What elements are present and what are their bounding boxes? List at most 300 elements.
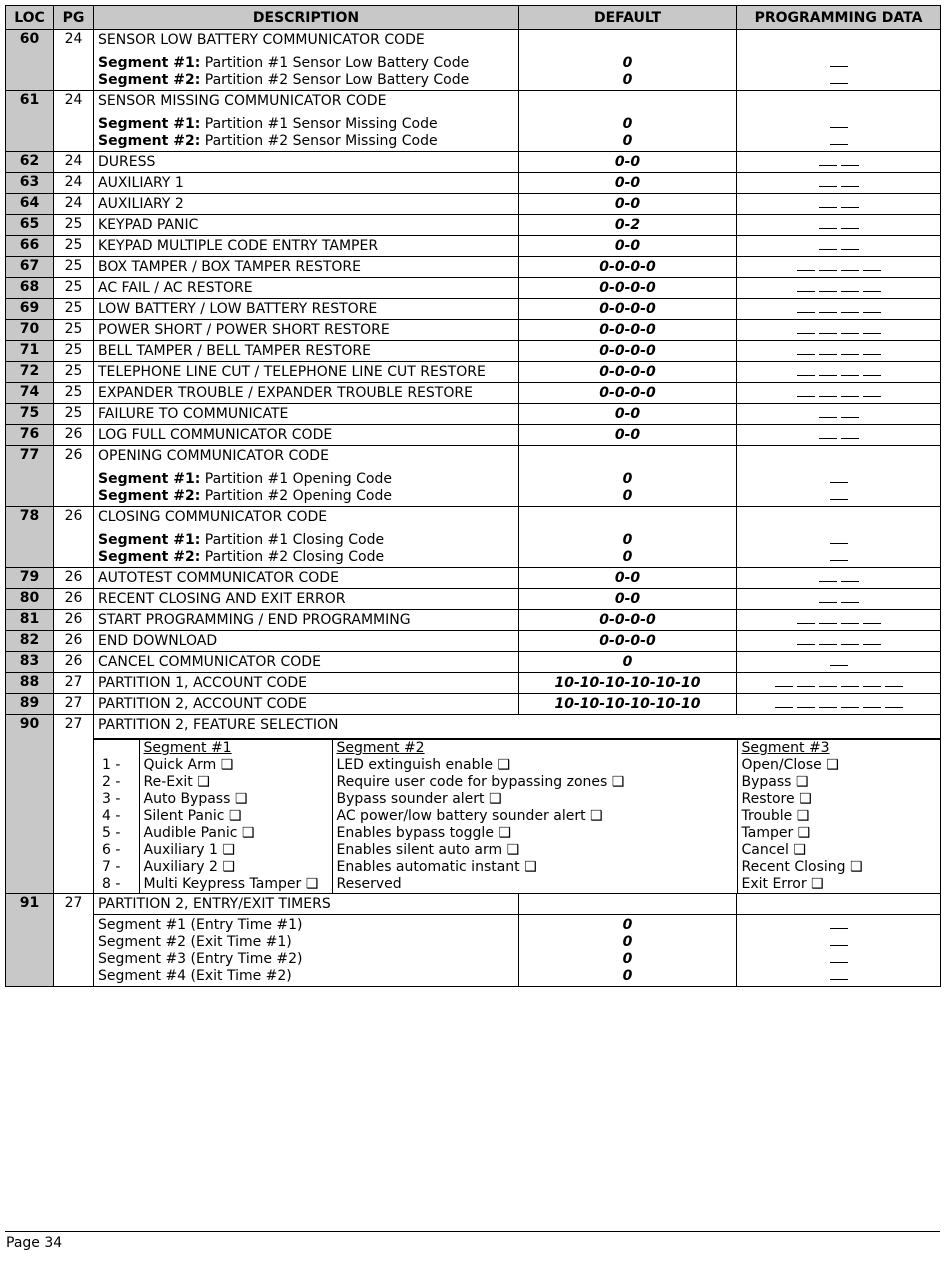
programming-blanks[interactable] xyxy=(737,951,940,968)
table-row xyxy=(6,652,941,673)
row-description xyxy=(94,631,519,652)
data-entry-blank[interactable] xyxy=(819,385,837,397)
data-entry-blank[interactable] xyxy=(863,675,881,687)
row-title: BELL TAMPER / BELL TAMPER RESTORE xyxy=(98,343,371,359)
programming-blanks[interactable] xyxy=(737,427,940,444)
row-pg: 27 xyxy=(54,694,94,715)
data-entry-blank[interactable] xyxy=(819,343,837,355)
segment-line xyxy=(98,116,514,133)
data-entry-blank[interactable] xyxy=(863,633,881,645)
data-entry-blank[interactable] xyxy=(841,427,859,439)
row-title: KEYPAD MULTIPLE CODE ENTRY TAMPER xyxy=(98,238,379,254)
data-entry-blank[interactable] xyxy=(841,633,859,645)
row-pg: 24 xyxy=(54,30,94,91)
row-programming xyxy=(737,236,941,257)
row-description xyxy=(94,215,519,236)
programming-blanks[interactable] xyxy=(737,280,940,297)
row-programming xyxy=(737,425,941,446)
row-programming xyxy=(737,362,941,383)
row-description xyxy=(94,694,519,715)
row-pg: 25 xyxy=(54,362,94,383)
segment-label: Segment #1: xyxy=(98,55,201,71)
data-entry-blank[interactable] xyxy=(863,612,881,624)
data-entry-blank[interactable] xyxy=(819,259,837,271)
row-pg: 24 xyxy=(54,173,94,194)
header-description: DESCRIPTION xyxy=(94,6,519,30)
feature-option-checkbox[interactable]: Quick Arm ❑ xyxy=(143,757,234,773)
row-default xyxy=(519,30,737,91)
row-loc: 60 xyxy=(6,30,54,91)
data-entry-blank[interactable] xyxy=(841,217,859,229)
data-entry-blank[interactable] xyxy=(819,217,837,229)
feature-option-checkbox[interactable]: Multi Keypress Tamper ❑ xyxy=(143,876,319,892)
row-programming xyxy=(737,215,941,236)
table-row xyxy=(6,215,941,236)
programming-blanks[interactable] xyxy=(737,917,940,934)
row-description xyxy=(94,673,519,694)
data-entry-blank[interactable] xyxy=(819,406,837,418)
data-entry-blank[interactable] xyxy=(830,917,848,929)
default-value: 0-0 xyxy=(614,175,641,191)
data-entry-blank[interactable] xyxy=(819,238,837,250)
feature-option-checkbox[interactable]: Enables automatic instant ❑ xyxy=(336,859,537,875)
default-value: 0-0-0-0 xyxy=(599,343,656,359)
header-default: DEFAULT xyxy=(519,6,737,30)
programming-blanks[interactable] xyxy=(737,133,940,150)
data-entry-blank[interactable] xyxy=(819,154,837,166)
programming-blanks[interactable] xyxy=(737,471,940,488)
row-loc: 69 xyxy=(6,299,54,320)
feature-option-checkbox[interactable]: Auto Bypass ❑ xyxy=(143,791,248,807)
timer-segment: Segment #2 (Exit Time #1) xyxy=(98,934,292,950)
table-row xyxy=(6,91,941,152)
table-row xyxy=(6,589,941,610)
data-entry-blank[interactable] xyxy=(841,343,859,355)
table-row xyxy=(6,299,941,320)
data-entry-blank[interactable] xyxy=(841,385,859,397)
row-title: AUTOTEST COMMUNICATOR CODE xyxy=(98,570,339,586)
data-entry-blank[interactable] xyxy=(841,612,859,624)
feature-option-checkbox[interactable]: Enables bypass toggle ❑ xyxy=(336,825,511,841)
programming-blanks[interactable] xyxy=(737,364,940,381)
row-title: FAILURE TO COMMUNICATE xyxy=(98,406,289,422)
row-description xyxy=(94,91,519,152)
default-value: 10-10-10-10-10-10 xyxy=(554,696,701,712)
programming-blanks[interactable] xyxy=(737,196,940,213)
row-description xyxy=(94,568,519,589)
data-entry-blank[interactable] xyxy=(797,612,815,624)
row-default xyxy=(519,91,737,152)
row-default xyxy=(519,383,737,404)
feature-segment-2 xyxy=(332,740,737,894)
programming-blanks[interactable] xyxy=(737,116,940,133)
row-default xyxy=(519,694,737,715)
data-entry-blank[interactable] xyxy=(819,427,837,439)
feature-option-checkbox[interactable]: Tamper ❑ xyxy=(741,825,811,841)
data-entry-blank[interactable] xyxy=(819,612,837,624)
footer-rule xyxy=(5,1231,940,1232)
programming-blanks[interactable] xyxy=(737,549,940,566)
feature-option-checkbox[interactable]: Bypass sounder alert ❑ xyxy=(336,791,502,807)
table-row xyxy=(6,383,941,404)
row-programming xyxy=(737,173,941,194)
segment-default: 0 xyxy=(622,55,633,71)
programming-blanks[interactable] xyxy=(737,532,940,549)
row-programming xyxy=(737,383,941,404)
row-loc: 83 xyxy=(6,652,54,673)
feature-number: 4 - xyxy=(102,808,121,824)
programming-blanks[interactable] xyxy=(737,175,940,192)
feature-option-checkbox[interactable]: Bypass ❑ xyxy=(741,774,809,790)
timers-title: PARTITION 2, ENTRY/EXIT TIMERS xyxy=(98,896,331,912)
row-programming xyxy=(737,568,941,589)
programming-blanks[interactable] xyxy=(737,488,940,505)
row-description xyxy=(94,589,519,610)
data-entry-blank[interactable] xyxy=(863,259,881,271)
segment-label: Segment #2: xyxy=(98,488,201,504)
header-programming-data: PROGRAMMING DATA xyxy=(737,6,941,30)
row-loc: 75 xyxy=(6,404,54,425)
feature-option-checkbox[interactable]: Reserved xyxy=(336,876,402,892)
row-loc: 64 xyxy=(6,194,54,215)
data-entry-blank[interactable] xyxy=(797,301,815,313)
data-entry-blank[interactable] xyxy=(830,488,848,500)
row-pg: 24 xyxy=(54,91,94,152)
segment-2-heading: Segment #2 xyxy=(336,740,425,756)
data-entry-blank[interactable] xyxy=(830,72,848,84)
row-programming xyxy=(737,652,941,673)
feature-number: 8 - xyxy=(102,876,121,892)
row-programming xyxy=(737,91,941,152)
programming-blanks[interactable] xyxy=(737,385,940,402)
row-loc: 79 xyxy=(6,568,54,589)
row-default xyxy=(519,299,737,320)
feature-numbers xyxy=(94,740,139,894)
segment-label: Segment #2: xyxy=(98,549,201,565)
default-value: 0-2 xyxy=(614,217,641,233)
row-title: KEYPAD PANIC xyxy=(98,217,199,233)
row-title: LOW BATTERY / LOW BATTERY RESTORE xyxy=(98,301,378,317)
data-entry-blank[interactable] xyxy=(863,364,881,376)
row-default xyxy=(519,507,737,568)
default-value: 0-0-0-0 xyxy=(599,322,656,338)
row-default xyxy=(519,194,737,215)
feature-option-checkbox[interactable]: Enables silent auto arm ❑ xyxy=(336,842,520,858)
row-pg: 26 xyxy=(54,425,94,446)
row-description xyxy=(94,257,519,278)
data-entry-blank[interactable] xyxy=(885,696,903,708)
programming-sheet xyxy=(5,5,940,987)
row-pg: 26 xyxy=(54,610,94,631)
table-row xyxy=(6,425,941,446)
data-entry-blank[interactable] xyxy=(830,471,848,483)
data-entry-blank[interactable] xyxy=(819,591,837,603)
data-entry-blank[interactable] xyxy=(830,934,848,946)
row-default xyxy=(519,631,737,652)
data-entry-blank[interactable] xyxy=(830,968,848,980)
data-entry-blank[interactable] xyxy=(830,532,848,544)
row-programming xyxy=(737,610,941,631)
table-row xyxy=(6,30,941,91)
feature-option-checkbox[interactable]: Require user code for bypassing zones ❑ xyxy=(336,774,625,790)
data-entry-blank[interactable] xyxy=(819,675,837,687)
table-row xyxy=(6,568,941,589)
row-pg: 26 xyxy=(54,446,94,507)
row-title: EXPANDER TROUBLE / EXPANDER TROUBLE RESTORE xyxy=(98,385,473,401)
data-entry-blank[interactable] xyxy=(863,696,881,708)
segment-text: Partition #1 Opening Code xyxy=(204,471,392,487)
row-title: OPENING COMMUNICATOR CODE xyxy=(98,448,329,464)
data-entry-blank[interactable] xyxy=(819,322,837,334)
data-entry-blank[interactable] xyxy=(830,951,848,963)
feature-option-checkbox[interactable]: LED extinguish enable ❑ xyxy=(336,757,511,773)
table-row xyxy=(6,610,941,631)
row-programming xyxy=(737,507,941,568)
data-entry-blank[interactable] xyxy=(775,696,793,708)
data-entry-blank[interactable] xyxy=(819,364,837,376)
feature-option-checkbox[interactable]: Exit Error ❑ xyxy=(741,876,824,892)
feature-option-checkbox[interactable]: Re-Exit ❑ xyxy=(143,774,210,790)
row-loc: 72 xyxy=(6,362,54,383)
data-entry-blank[interactable] xyxy=(841,322,859,334)
default-value: 0-0-0-0 xyxy=(599,364,656,380)
data-entry-blank[interactable] xyxy=(841,570,859,582)
segment-text: Partition #2 Sensor Low Battery Code xyxy=(204,72,470,88)
feature-row xyxy=(6,715,941,894)
feature-number: 2 - xyxy=(102,774,121,790)
row-description xyxy=(94,507,519,568)
row-programming xyxy=(737,320,941,341)
table-row xyxy=(6,446,941,507)
programming-blanks[interactable] xyxy=(737,301,940,318)
data-entry-blank[interactable] xyxy=(775,675,793,687)
timers-programming xyxy=(737,915,941,987)
row-title: CANCEL COMMUNICATOR CODE xyxy=(98,654,321,670)
programming-blanks[interactable] xyxy=(737,406,940,423)
table-row xyxy=(6,194,941,215)
header-pg: PG xyxy=(54,6,94,30)
data-entry-blank[interactable] xyxy=(797,280,815,292)
programming-blanks[interactable] xyxy=(737,612,940,629)
data-entry-blank[interactable] xyxy=(797,675,815,687)
programming-blanks[interactable] xyxy=(737,633,940,650)
data-entry-blank[interactable] xyxy=(863,322,881,334)
data-entry-blank[interactable] xyxy=(841,154,859,166)
data-entry-blank[interactable] xyxy=(841,364,859,376)
feature-pg: 27 xyxy=(54,715,94,894)
programming-blanks[interactable] xyxy=(737,72,940,89)
data-entry-blank[interactable] xyxy=(863,385,881,397)
data-entry-blank[interactable] xyxy=(841,259,859,271)
data-entry-blank[interactable] xyxy=(841,280,859,292)
row-title: SENSOR LOW BATTERY COMMUNICATOR CODE xyxy=(98,32,425,48)
segment-label: Segment #2: xyxy=(98,72,201,88)
row-loc: 78 xyxy=(6,507,54,568)
row-description xyxy=(94,341,519,362)
row-default xyxy=(519,568,737,589)
data-entry-blank[interactable] xyxy=(819,280,837,292)
feature-option-checkbox[interactable]: Silent Panic ❑ xyxy=(143,808,242,824)
data-entry-blank[interactable] xyxy=(797,322,815,334)
row-default xyxy=(519,236,737,257)
row-pg: 25 xyxy=(54,215,94,236)
data-entry-blank[interactable] xyxy=(841,238,859,250)
data-entry-blank[interactable] xyxy=(863,280,881,292)
row-loc: 77 xyxy=(6,446,54,507)
data-entry-blank[interactable] xyxy=(841,175,859,187)
feature-option-checkbox[interactable]: Restore ❑ xyxy=(741,791,812,807)
row-title: AUXILIARY 1 xyxy=(98,175,184,191)
programming-blanks[interactable] xyxy=(737,154,940,171)
data-entry-blank[interactable] xyxy=(841,406,859,418)
segment-line xyxy=(98,55,514,72)
data-entry-blank[interactable] xyxy=(819,570,837,582)
data-entry-blank[interactable] xyxy=(797,696,815,708)
row-title: PARTITION 2, ACCOUNT CODE xyxy=(98,696,307,712)
feature-option-checkbox[interactable]: Cancel ❑ xyxy=(741,842,806,858)
data-entry-blank[interactable] xyxy=(797,633,815,645)
programming-blanks[interactable] xyxy=(737,696,940,713)
programming-blanks[interactable] xyxy=(737,343,940,360)
data-entry-blank[interactable] xyxy=(797,343,815,355)
row-title: PARTITION 1, ACCOUNT CODE xyxy=(98,675,307,691)
feature-option-checkbox[interactable]: Open/Close ❑ xyxy=(741,757,839,773)
row-pg: 25 xyxy=(54,320,94,341)
row-programming xyxy=(737,404,941,425)
data-entry-blank[interactable] xyxy=(830,116,848,128)
row-pg: 25 xyxy=(54,383,94,404)
feature-option-checkbox[interactable]: Audible Panic ❑ xyxy=(143,825,255,841)
row-loc: 82 xyxy=(6,631,54,652)
programming-blanks[interactable] xyxy=(737,259,940,276)
segment-text: Partition #2 Sensor Missing Code xyxy=(204,133,438,149)
timers-loc: 91 xyxy=(6,894,54,987)
header-loc: LOC xyxy=(6,6,54,30)
data-entry-blank[interactable] xyxy=(819,196,837,208)
programming-blanks[interactable] xyxy=(737,654,940,671)
feature-segment-3 xyxy=(737,740,940,894)
row-description xyxy=(94,30,519,91)
data-entry-blank[interactable] xyxy=(797,385,815,397)
table-row xyxy=(6,152,941,173)
data-entry-blank[interactable] xyxy=(863,301,881,313)
programming-blanks[interactable] xyxy=(737,238,940,255)
row-programming xyxy=(737,194,941,215)
feature-option-checkbox[interactable]: Recent Closing ❑ xyxy=(741,859,863,875)
data-entry-blank[interactable] xyxy=(885,675,903,687)
data-entry-blank[interactable] xyxy=(819,696,837,708)
row-loc: 66 xyxy=(6,236,54,257)
feature-option-checkbox[interactable]: Trouble ❑ xyxy=(741,808,810,824)
row-programming xyxy=(737,278,941,299)
feature-table xyxy=(94,739,940,893)
row-description xyxy=(94,173,519,194)
row-programming xyxy=(737,341,941,362)
programming-blanks[interactable] xyxy=(737,55,940,72)
timer-segment: Segment #4 (Exit Time #2) xyxy=(98,968,292,984)
row-default xyxy=(519,152,737,173)
segment-text: Partition #2 Closing Code xyxy=(204,549,385,565)
row-programming xyxy=(737,299,941,320)
programming-blanks[interactable] xyxy=(737,968,940,985)
data-entry-blank[interactable] xyxy=(841,196,859,208)
default-value: 0-0 xyxy=(614,591,641,607)
row-description xyxy=(94,299,519,320)
row-default xyxy=(519,320,737,341)
programming-blanks[interactable] xyxy=(737,570,940,587)
data-entry-blank[interactable] xyxy=(797,364,815,376)
row-title: CLOSING COMMUNICATOR CODE xyxy=(98,509,328,525)
row-pg: 25 xyxy=(54,236,94,257)
row-default xyxy=(519,589,737,610)
row-pg: 26 xyxy=(54,631,94,652)
row-default xyxy=(519,404,737,425)
feature-number: 5 - xyxy=(102,825,121,841)
timer-segment: Segment #1 (Entry Time #1) xyxy=(98,917,303,933)
row-default xyxy=(519,173,737,194)
feature-number: 3 - xyxy=(102,791,121,807)
data-entry-blank[interactable] xyxy=(841,301,859,313)
programming-blanks[interactable] xyxy=(737,591,940,608)
table-row xyxy=(6,694,941,715)
default-value: 0-0-0-0 xyxy=(599,385,656,401)
programming-blanks[interactable] xyxy=(737,217,940,234)
row-loc: 74 xyxy=(6,383,54,404)
table-row xyxy=(6,341,941,362)
row-programming xyxy=(737,589,941,610)
segment-text: Partition #2 Opening Code xyxy=(204,488,392,504)
data-entry-blank[interactable] xyxy=(819,301,837,313)
default-value: 0-0-0-0 xyxy=(599,612,656,628)
row-programming xyxy=(737,694,941,715)
row-loc: 63 xyxy=(6,173,54,194)
table-body xyxy=(6,30,941,715)
data-entry-blank[interactable] xyxy=(830,55,848,67)
data-entry-blank[interactable] xyxy=(841,675,859,687)
feature-number: 7 - xyxy=(102,859,121,875)
segment-3-heading: Segment #3 xyxy=(741,740,830,756)
data-entry-blank[interactable] xyxy=(841,696,859,708)
data-entry-blank[interactable] xyxy=(863,343,881,355)
row-title: END DOWNLOAD xyxy=(98,633,218,649)
data-entry-blank[interactable] xyxy=(830,133,848,145)
programming-blanks[interactable] xyxy=(737,934,940,951)
feature-option-checkbox[interactable]: Auxiliary 2 ❑ xyxy=(143,859,235,875)
segment-line xyxy=(98,72,514,89)
data-entry-blank[interactable] xyxy=(819,633,837,645)
timer-segment: Segment #3 (Entry Time #2) xyxy=(98,951,303,967)
data-entry-blank[interactable] xyxy=(830,549,848,561)
row-loc: 65 xyxy=(6,215,54,236)
row-pg: 26 xyxy=(54,652,94,673)
feature-option-checkbox[interactable]: Auxiliary 1 ❑ xyxy=(143,842,235,858)
row-default xyxy=(519,362,737,383)
default-value: 0-0 xyxy=(614,427,641,443)
programming-blanks[interactable] xyxy=(737,675,940,692)
data-entry-blank[interactable] xyxy=(830,654,848,666)
data-entry-blank[interactable] xyxy=(797,259,815,271)
programming-blanks[interactable] xyxy=(737,322,940,339)
data-entry-blank[interactable] xyxy=(841,591,859,603)
table-row xyxy=(6,507,941,568)
data-entry-blank[interactable] xyxy=(819,175,837,187)
row-programming xyxy=(737,257,941,278)
row-pg: 26 xyxy=(54,568,94,589)
timers-description xyxy=(94,915,519,987)
row-default xyxy=(519,215,737,236)
segment-line xyxy=(98,532,514,549)
feature-option-checkbox[interactable]: AC power/low battery sounder alert ❑ xyxy=(336,808,603,824)
